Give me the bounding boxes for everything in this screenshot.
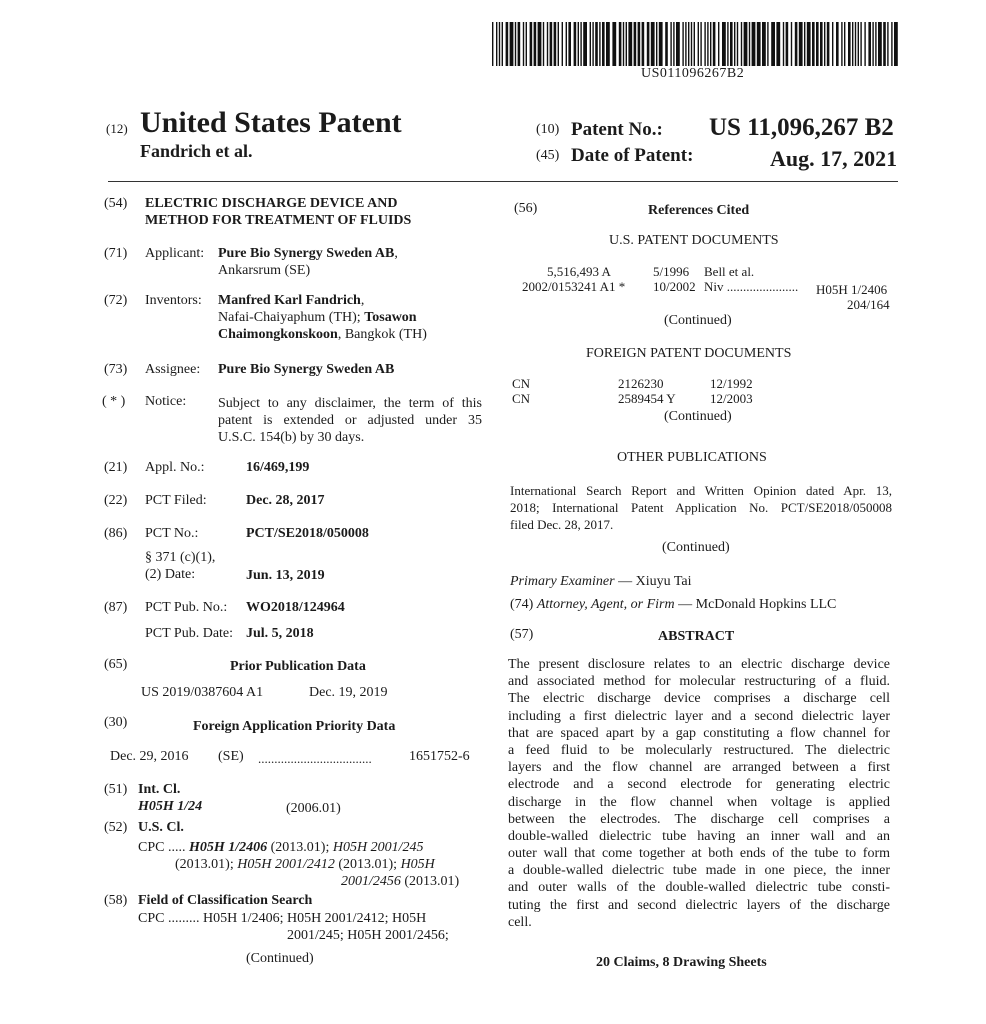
primary-examiner: Primary Examiner — Xiuyu Tai (510, 574, 692, 589)
notice-line-1: Subject to any disclaimer, the term of this (218, 396, 482, 411)
code-52: (52) (104, 820, 128, 835)
barcode-bar (515, 22, 516, 66)
barcode-bar (824, 22, 825, 66)
barcode-bar (795, 22, 798, 66)
barcode-bar (568, 22, 571, 66)
us-cl-line-3: 2001/2456 (2013.01) (341, 874, 460, 889)
claims-and-sheets: 20 Claims, 8 Drawing Sheets (596, 955, 767, 970)
barcode-bar (771, 22, 775, 66)
barcode-bar (844, 22, 845, 66)
abstract-line: electrode and a second electrode for generating electric (508, 777, 890, 793)
barcode-bar (704, 22, 705, 66)
code-86: (86) (104, 526, 128, 541)
pct-filed-value: Dec. 28, 2017 (246, 493, 325, 508)
barcode-bar (875, 22, 876, 66)
barcode-bar (864, 22, 865, 66)
barcode-bar (816, 22, 819, 66)
code-87: (87) (104, 600, 128, 615)
field-search-label: Field of Classification Search (138, 893, 313, 908)
barcode-bar (676, 22, 680, 66)
pct-pub-no-label: PCT Pub. No.: (145, 600, 228, 615)
patent-type-title: United States Patent (140, 106, 402, 139)
barcode-bar (566, 22, 567, 66)
barcode-bar (606, 22, 610, 66)
barcode-bar (776, 22, 780, 66)
barcode-bar (713, 22, 716, 66)
int-cl-version: (2006.01) (286, 801, 341, 816)
header-divider (108, 181, 898, 182)
other-pub-line-1: International Search Report and Written Opinion dated Apr. 13, (510, 483, 892, 498)
barcode-bar (656, 22, 657, 66)
assignee-name: Pure Bio Synergy Sweden AB (218, 362, 395, 377)
abstract-title: ABSTRACT (658, 629, 735, 644)
assignee-label: Assignee: (145, 362, 201, 377)
barcode-bar (634, 22, 637, 66)
foreign-docs-continued: (Continued) (664, 409, 732, 424)
barcode-bar (858, 22, 859, 66)
barcode-bar (665, 22, 668, 66)
other-pub-line-3: filed Dec. 28, 2017. (510, 517, 614, 532)
barcode-bar (698, 22, 699, 66)
foreign-doc-2-date: 12/2003 (710, 391, 753, 406)
title-line-1: ELECTRIC DISCHARGE DEVICE AND (145, 196, 398, 211)
abstract-line: The present disclosure relates to an electric discharge device (508, 657, 890, 672)
code-56: (56) (514, 201, 538, 216)
barcode-bar (685, 22, 686, 66)
barcode-bar (523, 22, 524, 66)
pct-filed-label: PCT Filed: (145, 493, 207, 508)
code-30: (30) (104, 715, 128, 730)
patent-number: US 11,096,267 B2 (709, 114, 894, 141)
barcode-bar (602, 22, 605, 66)
abstract-line: and associated method for molecular restructuring of a fluid. (508, 674, 890, 690)
barcode-bar (580, 22, 581, 66)
inventor-2: Chaimongkonskoon, Bangkok (TH) (218, 327, 427, 342)
barcode-bar (518, 22, 521, 66)
barcode-bar (530, 22, 533, 66)
appl-no-value: 16/469,199 (246, 460, 310, 475)
barcode-bar (599, 22, 600, 66)
barcode-bar (722, 22, 726, 66)
pct-pub-date-value: Jul. 5, 2018 (246, 626, 314, 641)
code-58: (58) (104, 893, 128, 908)
barcode-bar (642, 22, 645, 66)
barcode-bar (558, 22, 559, 66)
barcode-bar (727, 22, 728, 66)
us-doc-2-class: H05H 1/2406 (816, 282, 888, 297)
abstract-line: a feed fluid to be molecularly restructured. The dielectric (508, 742, 890, 758)
barcode-bar (659, 22, 663, 66)
section-371-date-label: (2) Date: (145, 567, 196, 582)
abstract-line: tuting the first and second dielectric layers of the discharge (508, 897, 890, 913)
barcode-bar (562, 22, 563, 66)
foreign-doc-1-number: 2126230 (618, 376, 664, 391)
section-371-date-value: Jun. 13, 2019 (246, 568, 325, 583)
foreign-doc-1-country: CN (512, 376, 531, 391)
patent-no-label: Patent No.: (571, 119, 663, 140)
code-73: (73) (104, 362, 128, 377)
pct-no-label: PCT No.: (145, 526, 199, 541)
barcode-bar (510, 22, 514, 66)
abstract-line: discharge in the flow channel when voltage is applied (508, 794, 890, 810)
pct-pub-date-label: PCT Pub. Date: (145, 626, 234, 641)
abstract-line: that are spaced apart by a gap constituting a flow channel for (508, 725, 890, 741)
applicant-location: Ankarsrum (SE) (218, 263, 311, 278)
foreign-doc-2-country: CN (512, 391, 531, 406)
barcode-bar (595, 22, 598, 66)
barcode-bar (762, 22, 766, 66)
barcode-bar (868, 22, 871, 66)
appl-no-label: Appl. No.: (145, 460, 205, 475)
barcode-bar (612, 22, 616, 66)
attorney: (74) Attorney, Agent, or Firm — McDonald Hopkins LLC (510, 597, 837, 612)
abstract-body (508, 656, 890, 931)
code-54: (54) (104, 196, 128, 211)
barcode-bar (550, 22, 553, 66)
barcode-bar (827, 22, 830, 66)
code-51: (51) (104, 782, 128, 797)
title-line-2: METHOD FOR TREATMENT OF FLUIDS (145, 213, 412, 228)
barcode-bar (651, 22, 655, 66)
code-72: (72) (104, 293, 128, 308)
barcode-bar (554, 22, 557, 66)
barcode-bar (526, 22, 527, 66)
barcode-bar (623, 22, 624, 66)
applicant-label: Applicant: (145, 246, 205, 261)
barcode-bar (878, 22, 882, 66)
priority-dots: ................................... (258, 751, 372, 766)
barcode (492, 22, 898, 66)
barcode-bar (694, 22, 695, 66)
code-57: (57) (510, 627, 534, 642)
other-pub-line-2: 2018; International Patent Application No. PCT/SE2018/050008 (510, 500, 892, 515)
barcode-bar (783, 22, 784, 66)
barcode-bar (841, 22, 842, 66)
int-cl-label: Int. Cl. (138, 782, 181, 797)
barcode-bar (583, 22, 587, 66)
foreign-priority-title: Foreign Application Priority Data (193, 719, 396, 734)
barcode-bar (534, 22, 537, 66)
inventor-1-location: Nafai-Chaiyaphum (TH); Tosawon (218, 310, 417, 325)
us-doc-1-date: 5/1996 (653, 264, 690, 279)
us-doc-2-class-2: 204/164 (847, 297, 890, 312)
barcode-bar (574, 22, 577, 66)
abstract-line: between the electrodes. The discharge cell comprises a (508, 811, 890, 827)
notice-code: ( * ) (102, 394, 126, 409)
barcode-bar (836, 22, 839, 66)
barcode-bar (891, 22, 892, 66)
code-22: (22) (104, 493, 128, 508)
inventors-label: Inventors: (145, 293, 202, 308)
barcode-bar (626, 22, 627, 66)
barcode-bar (786, 22, 789, 66)
barcode-bar (744, 22, 748, 66)
section-371-label: § 371 (c)(1), (145, 550, 216, 565)
barcode-bar (496, 22, 497, 66)
barcode-number: US011096267B2 (641, 66, 745, 81)
barcode-bar (673, 22, 674, 66)
inventors-short: Fandrich et al. (140, 141, 253, 161)
other-publications-title: OTHER PUBLICATIONS (617, 450, 767, 465)
foreign-doc-1-date: 12/1992 (710, 376, 753, 391)
barcode-bar (820, 22, 823, 66)
abstract-line: cell. (508, 914, 532, 930)
barcode-bar (860, 22, 861, 66)
barcode-bar (807, 22, 811, 66)
barcode-bar (804, 22, 805, 66)
abstract-line: including a first dielectric layer and a second dielectric layer (508, 708, 890, 724)
barcode-bar (670, 22, 671, 66)
abstract-line: double-walled dielectric tube having an inner wall and an (508, 828, 890, 844)
barcode-bar (590, 22, 591, 66)
abstract-line: and outer walls of the double-walled dielectric tube consti- (508, 880, 890, 896)
foreign-doc-2-number: 2589454 Y (618, 391, 676, 406)
barcode-bar (894, 22, 898, 66)
barcode-bar (538, 22, 542, 66)
date-of-patent-label: Date of Patent: (571, 145, 694, 166)
priority-number: 1651752-6 (409, 749, 470, 764)
notice-line-2: patent is extended or adjusted under 35 (218, 413, 482, 428)
abstract-line: The electric discharge device comprises a discharge cell (508, 691, 890, 707)
barcode-bar (506, 22, 509, 66)
prior-publication-title: Prior Publication Data (230, 659, 366, 674)
barcode-bar (688, 22, 689, 66)
abstract-line: layers and the flow channel are arranged between a first (508, 760, 890, 776)
notice-label: Notice: (145, 394, 187, 409)
other-pubs-continued: (Continued) (662, 540, 730, 555)
code-65: (65) (104, 657, 128, 672)
barcode-bar (832, 22, 833, 66)
barcode-bar (578, 22, 579, 66)
abstract-line: a double-walled dielectric tube made in one piece, the inner (508, 863, 890, 879)
barcode-bar (791, 22, 792, 66)
barcode-bar (499, 22, 500, 66)
pct-pub-no-value: WO2018/124964 (246, 600, 345, 615)
barcode-bar (691, 22, 692, 66)
abstract-line: outer wall that come together at both ends of the tube to form (508, 846, 890, 862)
barcode-bar (628, 22, 632, 66)
barcode-bar (707, 22, 708, 66)
code-12: (12) (106, 121, 128, 136)
barcode-bar (737, 22, 738, 66)
us-cl-line-1: CPC ..... H05H 1/2406 (2013.01); H05H 2001/245 (138, 840, 424, 855)
us-doc-1-number: 5,516,493 A (547, 264, 611, 279)
barcode-bar (492, 22, 493, 66)
barcode-bar (741, 22, 742, 66)
code-10: (10) (536, 122, 560, 137)
us-cl-line-2: (2013.01); H05H 2001/2412 (2013.01); H05H (175, 857, 435, 872)
barcode-bar (883, 22, 886, 66)
barcode-bar (710, 22, 711, 66)
priority-date: Dec. 29, 2016 (110, 749, 189, 764)
inventor-1: Manfred Karl Fandrich, (218, 293, 365, 308)
barcode-bar (638, 22, 641, 66)
barcode-bar (547, 22, 548, 66)
date-of-patent: Aug. 17, 2021 (770, 146, 898, 171)
barcode-bar (619, 22, 622, 66)
barcode-bar (872, 22, 873, 66)
priority-country: (SE) (218, 749, 244, 764)
barcode-bar (749, 22, 750, 66)
barcode-bar (718, 22, 719, 66)
us-docs-continued: (Continued) (664, 313, 732, 328)
us-cl-label: U.S. Cl. (138, 820, 184, 835)
pct-no-value: PCT/SE2018/050008 (246, 526, 369, 541)
code-45: (45) (536, 148, 560, 163)
barcode-bar (734, 22, 735, 66)
field-search-line-2: 2001/245; H05H 2001/2456; (287, 928, 449, 943)
field-search-line-1: CPC ......... H05H 1/2406; H05H 2001/2412; H05H (138, 911, 427, 926)
notice-line-3: U.S.C. 154(b) by 30 days. (218, 430, 365, 445)
barcode-bar (852, 22, 853, 66)
barcode-bar (752, 22, 756, 66)
references-cited-title: References Cited (648, 203, 750, 218)
barcode-bar (592, 22, 593, 66)
barcode-bar (700, 22, 701, 66)
barcode-bar (887, 22, 888, 66)
barcode-bar (682, 22, 683, 66)
us-doc-2-number: 2002/0153241 A1 * (522, 279, 626, 294)
field-search-continued: (Continued) (246, 951, 314, 966)
barcode-bar (767, 22, 768, 66)
barcode-bar (855, 22, 856, 66)
us-doc-2-name: Niv ...................... (704, 279, 799, 294)
barcode-bar (799, 22, 803, 66)
us-patent-docs-title: U.S. PATENT DOCUMENTS (609, 233, 779, 248)
applicant-name: Pure Bio Synergy Sweden AB, (218, 246, 398, 261)
barcode-bar (848, 22, 851, 66)
us-doc-2-date: 10/2002 (653, 279, 696, 294)
barcode-bar (647, 22, 650, 66)
prior-publication-date: Dec. 19, 2019 (309, 685, 388, 700)
barcode-bar (757, 22, 761, 66)
barcode-bar (730, 22, 733, 66)
prior-publication-number: US 2019/0387604 A1 (141, 685, 264, 700)
int-cl-class: H05H 1/24 (138, 799, 203, 814)
barcode-bar (543, 22, 544, 66)
code-21: (21) (104, 460, 128, 475)
foreign-patent-docs-title: FOREIGN PATENT DOCUMENTS (586, 346, 792, 361)
barcode-bar (812, 22, 815, 66)
code-71: (71) (104, 246, 128, 261)
us-doc-1-name: Bell et al. (704, 264, 755, 279)
barcode-bar (502, 22, 503, 66)
